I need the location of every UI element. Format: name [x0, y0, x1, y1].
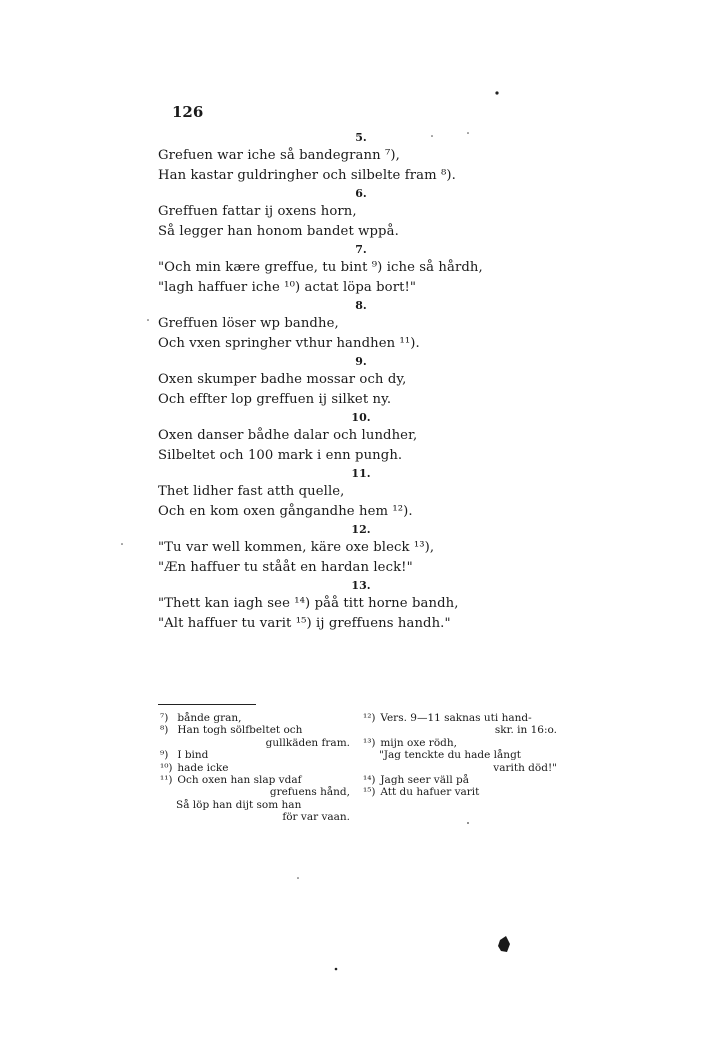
footnote: [160, 762, 356, 774]
ink-speck: [147, 319, 149, 321]
ink-speck: [121, 543, 123, 545]
stanza-number: 5.: [355, 131, 367, 144]
stanza: [158, 297, 558, 353]
stanza: [158, 409, 558, 465]
verse-line: Och effter lop greffuen ij silket ny.: [158, 391, 392, 407]
verse-line: Greffuen fattar ij oxens horn,: [158, 204, 357, 219]
verse-line: "Æn haffuer tu stååt en hardan leck!": [158, 559, 413, 575]
ink-speck: [495, 91, 498, 94]
ink-speck: [335, 968, 338, 971]
stanza-number: 6.: [355, 187, 367, 200]
footnote: [363, 774, 563, 786]
footnote-continuation: "Jag tenckte du hade långt: [379, 749, 522, 762]
footnote-mark: ⁹): [160, 749, 169, 762]
verse-line: Så legger han honom bandet wppå.: [158, 223, 399, 239]
footnote-text: I bind: [177, 749, 209, 762]
footnote-mark: ⁸): [160, 724, 169, 737]
stanza: [158, 353, 558, 409]
poem-body: [158, 129, 558, 633]
ink-speck: [297, 877, 299, 879]
stanza-number: 10.: [351, 411, 371, 424]
footnote-mark: ¹⁰): [160, 761, 173, 774]
footnote-mark: ¹²): [363, 712, 376, 724]
footnote-text: Jagh seer väll på: [380, 774, 470, 787]
footnote-rule: [158, 704, 256, 705]
verse-line: Han kastar guldringher och silbelte fram ⁸).: [158, 167, 456, 183]
page-number: 126: [172, 103, 204, 121]
verse-line: Och vxen springher vthur handhen ¹¹).: [158, 335, 420, 351]
verse-line: "Thett kan iagh see ¹⁴) påå titt horne bandh,: [158, 596, 459, 611]
verse-line: "Alt haffuer tu varit ¹⁵) ij greffuens handh.": [158, 615, 451, 631]
stanza-number: 8.: [355, 299, 367, 312]
footnote-text: Vers. 9—11 saknas uti hand-: [380, 712, 532, 724]
footnote-continuation: skr. in 16:o.: [494, 724, 557, 737]
footnote: [160, 749, 356, 761]
footnote: [160, 774, 356, 786]
footnote-continuation: grefuens hånd,: [269, 786, 350, 799]
verse-line: "lagh haffuer iche ¹⁰) actat löpa bort!": [158, 279, 417, 295]
footnotes-left-column: [160, 712, 356, 824]
footnote-mark: ¹⁴): [363, 774, 376, 787]
verse-line: Oxen danser bådhe dalar och lundher,: [158, 428, 418, 443]
verse-line: Grefuen war iche så bandegrann ⁷),: [158, 148, 400, 163]
footnote-mark: ¹¹): [160, 774, 173, 787]
ink-speck: [467, 822, 469, 824]
footnote-continuation: gullkäden fram.: [265, 736, 350, 749]
footnote-mark: ⁷): [160, 712, 169, 724]
footnote: [363, 712, 563, 724]
stanza: [158, 577, 558, 633]
footnote-mark: ¹³): [363, 736, 376, 749]
stanza: [158, 241, 558, 297]
verse-line: Thet lidher fast atth quelle,: [158, 484, 345, 499]
stanza: [158, 185, 558, 241]
footnote-continuation: för var vaan.: [282, 811, 350, 824]
footnote-text: mijn oxe rödh,: [380, 736, 457, 749]
footnote-continuation: varith död!": [493, 761, 557, 774]
verse-line: Silbeltet och 100 mark i enn pungh.: [158, 447, 403, 463]
verse-line: Greffuen löser wp bandhe,: [158, 316, 339, 331]
stanza-number: 9.: [355, 355, 367, 368]
footnote-text: Han togh sölfbeltet och: [177, 724, 303, 737]
footnote: [160, 712, 356, 724]
stanza-number: 13.: [351, 579, 371, 592]
stanza: [158, 521, 558, 577]
footnote-mark: ¹⁵): [363, 786, 376, 799]
footnote-continuation: Så löp han dijt som han: [176, 798, 302, 811]
footnote: [363, 737, 563, 749]
stanza: [158, 465, 558, 521]
footnote-text: bånde gran,: [177, 712, 242, 724]
footnotes-right-column: [363, 712, 563, 799]
footnote: [160, 724, 356, 736]
ink-blot: [498, 936, 510, 952]
verse-line: "Tu var well kommen, käre oxe bleck ¹³),: [158, 540, 435, 555]
verse-line: "Och min kære greffue, tu bint ⁹) iche så hårdh,: [158, 260, 483, 275]
verse-line: Och en kom oxen gångandhe hem ¹²).: [158, 503, 413, 519]
footnote-text: hade icke: [177, 761, 229, 774]
stanza-number: 7.: [355, 243, 367, 256]
stanza: [158, 129, 558, 185]
verse-line: Oxen skumper badhe mossar och dy,: [158, 372, 407, 387]
footnote: [363, 786, 563, 798]
stanza-number: 11.: [351, 467, 371, 480]
footnote-text: Att du hafuer varit: [380, 786, 480, 799]
footnote-text: Och oxen han slap vdaf: [177, 774, 302, 787]
stanza-number: 12.: [351, 523, 371, 536]
